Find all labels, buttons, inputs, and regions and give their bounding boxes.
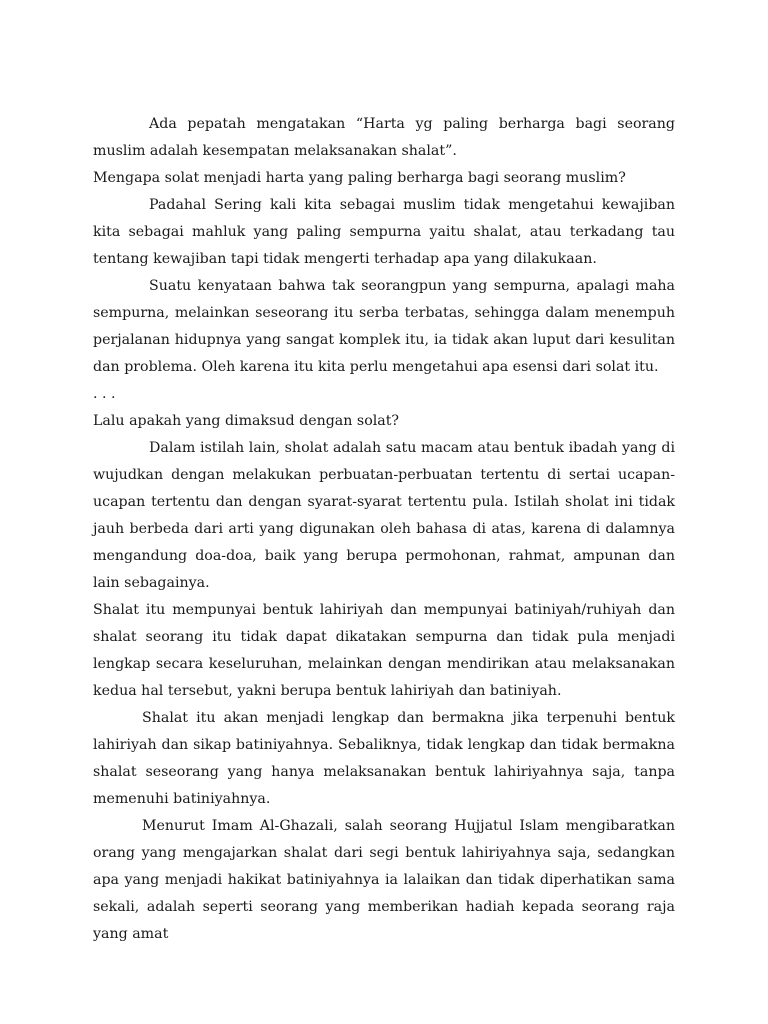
ellipsis-separator: . . . bbox=[93, 386, 116, 402]
paragraph-lengkap: Shalat itu akan menjadi lengkap dan bermakna jika terpenuhi bentuk lahiriyah dan sikap batiniyahnya. Sebaliknya, tidak lengkap dan tidak bermakna shalat seseorang yang hanya melaksanakan bentuk lahiriyahnya saja, tanpa memenuhi batiniyahnya. bbox=[93, 710, 675, 807]
paragraph-question: Mengapa solat menjadi harta yang paling berharga bagi seorang muslim? bbox=[93, 170, 626, 186]
paragraph-bentuk: Shalat itu mempunyai bentuk lahiriyah dan mempunyai batiniyah/ruhiyah dan shalat seorang itu tidak dapat dikatakan sempurna dan tidak pula menjadi lengkap secara keseluruhan, melainkan dengan mendirikan atau melaksanakan kedua hal tersebut, yakni berupa bentuk lahiriyah dan batiniyah. bbox=[93, 602, 675, 699]
paragraph-istilah: Dalam istilah lain, sholat adalah satu macam atau bentuk ibadah yang di wujudkan dengan melakukan perbuatan-perbuatan tertentu di sertai ucapan-ucapan tertentu dan dengan syarat-syarat tertentu pula. Istilah sholat ini tidak jauh berbeda dari arti yang digunakan oleh bahasa di atas, karena di dalamnya mengandung doa-doa, baik yang berupa permohonan, rahmat, ampunan dan lain sebagainya. bbox=[93, 440, 675, 591]
document-body bbox=[93, 111, 675, 948]
paragraph-intro: Ada pepatah mengatakan “Harta yg paling berharga bagi seorang muslim adalah kesempatan melaksanakan shalat”. bbox=[93, 116, 675, 159]
paragraph-padahal: Padahal Sering kali kita sebagai muslim tidak mengetahui kewajiban kita sebagai mahluk yang paling sempurna yaitu shalat, atau terkadang tau tentang kewajiban tapi tidak mengerti terhadap apa yang dilakukaan. bbox=[93, 197, 675, 267]
paragraph-kenyataan: Suatu kenyataan bahwa tak seorangpun yang sempurna, apalagi maha sempurna, melainkan seseorang itu serba terbatas, sehingga dalam menempuh perjalanan hidupnya yang sangat komplek itu, ia tidak akan luput dari kesulitan dan problema. Oleh karena itu kita perlu mengetahui apa esensi dari solat itu. bbox=[93, 278, 675, 375]
paragraph-lalu: Lalu apakah yang dimaksud dengan solat? bbox=[93, 413, 400, 429]
paragraph-ghazali: Menurut Imam Al-Ghazali, salah seorang Hujjatul Islam mengibaratkan orang yang mengajarkan shalat dari segi bentuk lahiriyahnya saja, sedangkan apa yang menjadi hakikat batiniyahnya ia lalaikan dan tidak diperhatikan sama sekali, adalah seperti seorang yang memberikan hadiah kepada seorang raja yang amat bbox=[93, 818, 675, 942]
